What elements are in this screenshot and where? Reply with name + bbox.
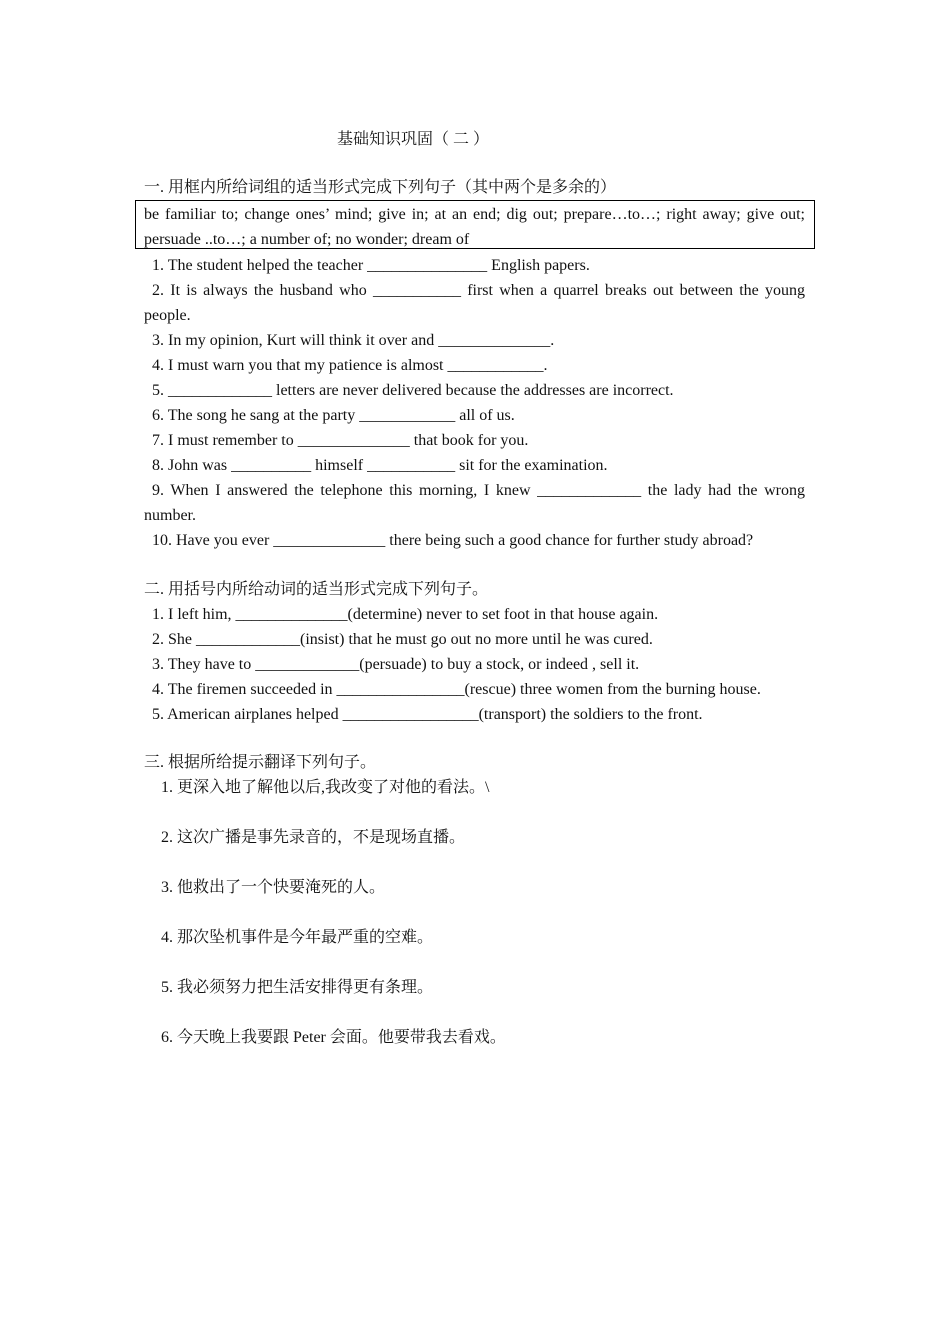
- exercise-2-item-1: 1. I left him, ______________(determine) never to set foot in that house again.: [152, 606, 659, 623]
- exercise-2-item-4: 4. The firemen succeeded in ________________(rescue) three women from the burning house.: [152, 681, 761, 698]
- exercise-1-item-8: 8. John was __________ himself ___________ sit for the examination.: [152, 457, 608, 474]
- translation-item-6: 6. 今天晚上我要跟 Peter 会面。他要带我去看戏。: [161, 1029, 506, 1046]
- translation-item-2: 2. 这次广播是事先录音的，不是现场直播。: [161, 829, 466, 846]
- exercise-1-item-7: 7. I must remember to ______________ that book for you.: [152, 432, 529, 449]
- exercise-2-item-3: 3. They have to _____________(persuade) to buy a stock, or indeed , sell it.: [152, 656, 640, 673]
- exercise-1-item-6: 6. The song he sang at the party ____________ all of us.: [152, 407, 515, 424]
- translation-item-1: 1. 更深入地了解他以后,我改变了对他的看法。\: [161, 779, 490, 796]
- exercise-2-item-5: 5. American airplanes helped _________________(transport) the soldiers to the front.: [152, 706, 703, 723]
- exercise-1-item-4: 4. I must warn you that my patience is almost ____________.: [152, 357, 548, 374]
- section-3-heading: 三. 根据所给提示翻译下列句子。: [144, 754, 377, 771]
- word-box-line-2: persuade ..to…; a number of; no wonder; dream of: [144, 231, 470, 248]
- translation-item-3: 3. 他救出了一个快要淹死的人。: [161, 879, 386, 896]
- page-title: 基础知识巩固（ 二 ）: [337, 131, 490, 148]
- exercise-1-item-5: 5. _____________ letters are never delivered because the addresses are incorrect.: [152, 382, 674, 399]
- section-2-heading: 二. 用括号内所给动词的适当形式完成下列句子。: [144, 581, 489, 598]
- exercise-2-item-2: 2. She _____________(insist) that he must go out no more until he was cured.: [152, 631, 653, 648]
- exercise-1-item-9: 9. When I answered the telephone this morning, I knew _____________ the lady had the wrong: [152, 482, 805, 499]
- exercise-1-item-1: 1. The student helped the teacher _______________ English papers.: [152, 257, 590, 274]
- translation-item-5: 5. 我必须努力把生活安排得更有条理。: [161, 979, 434, 996]
- translation-item-4: 4. 那次坠机事件是今年最严重的空难。: [161, 929, 434, 946]
- exercise-1-item-3: 3. In my opinion, Kurt will think it over and ______________.: [152, 332, 555, 349]
- exercise-1-item-9-continued: number.: [144, 507, 196, 524]
- section-1-heading: 一. 用框内所给词组的适当形式完成下列句子（其中两个是多余的）: [144, 179, 617, 196]
- word-box-line-1: be familiar to; change ones’ mind; give in; at an end; dig out; prepare…to…; right away; give out;: [144, 206, 805, 223]
- exercise-1-item-2-continued: people.: [144, 307, 191, 324]
- exercise-1-item-10: 10. Have you ever ______________ there being such a good chance for further study abroad?: [152, 532, 754, 549]
- exercise-1-item-2: 2. It is always the husband who ___________ first when a quarrel breaks out between the young: [152, 282, 805, 299]
